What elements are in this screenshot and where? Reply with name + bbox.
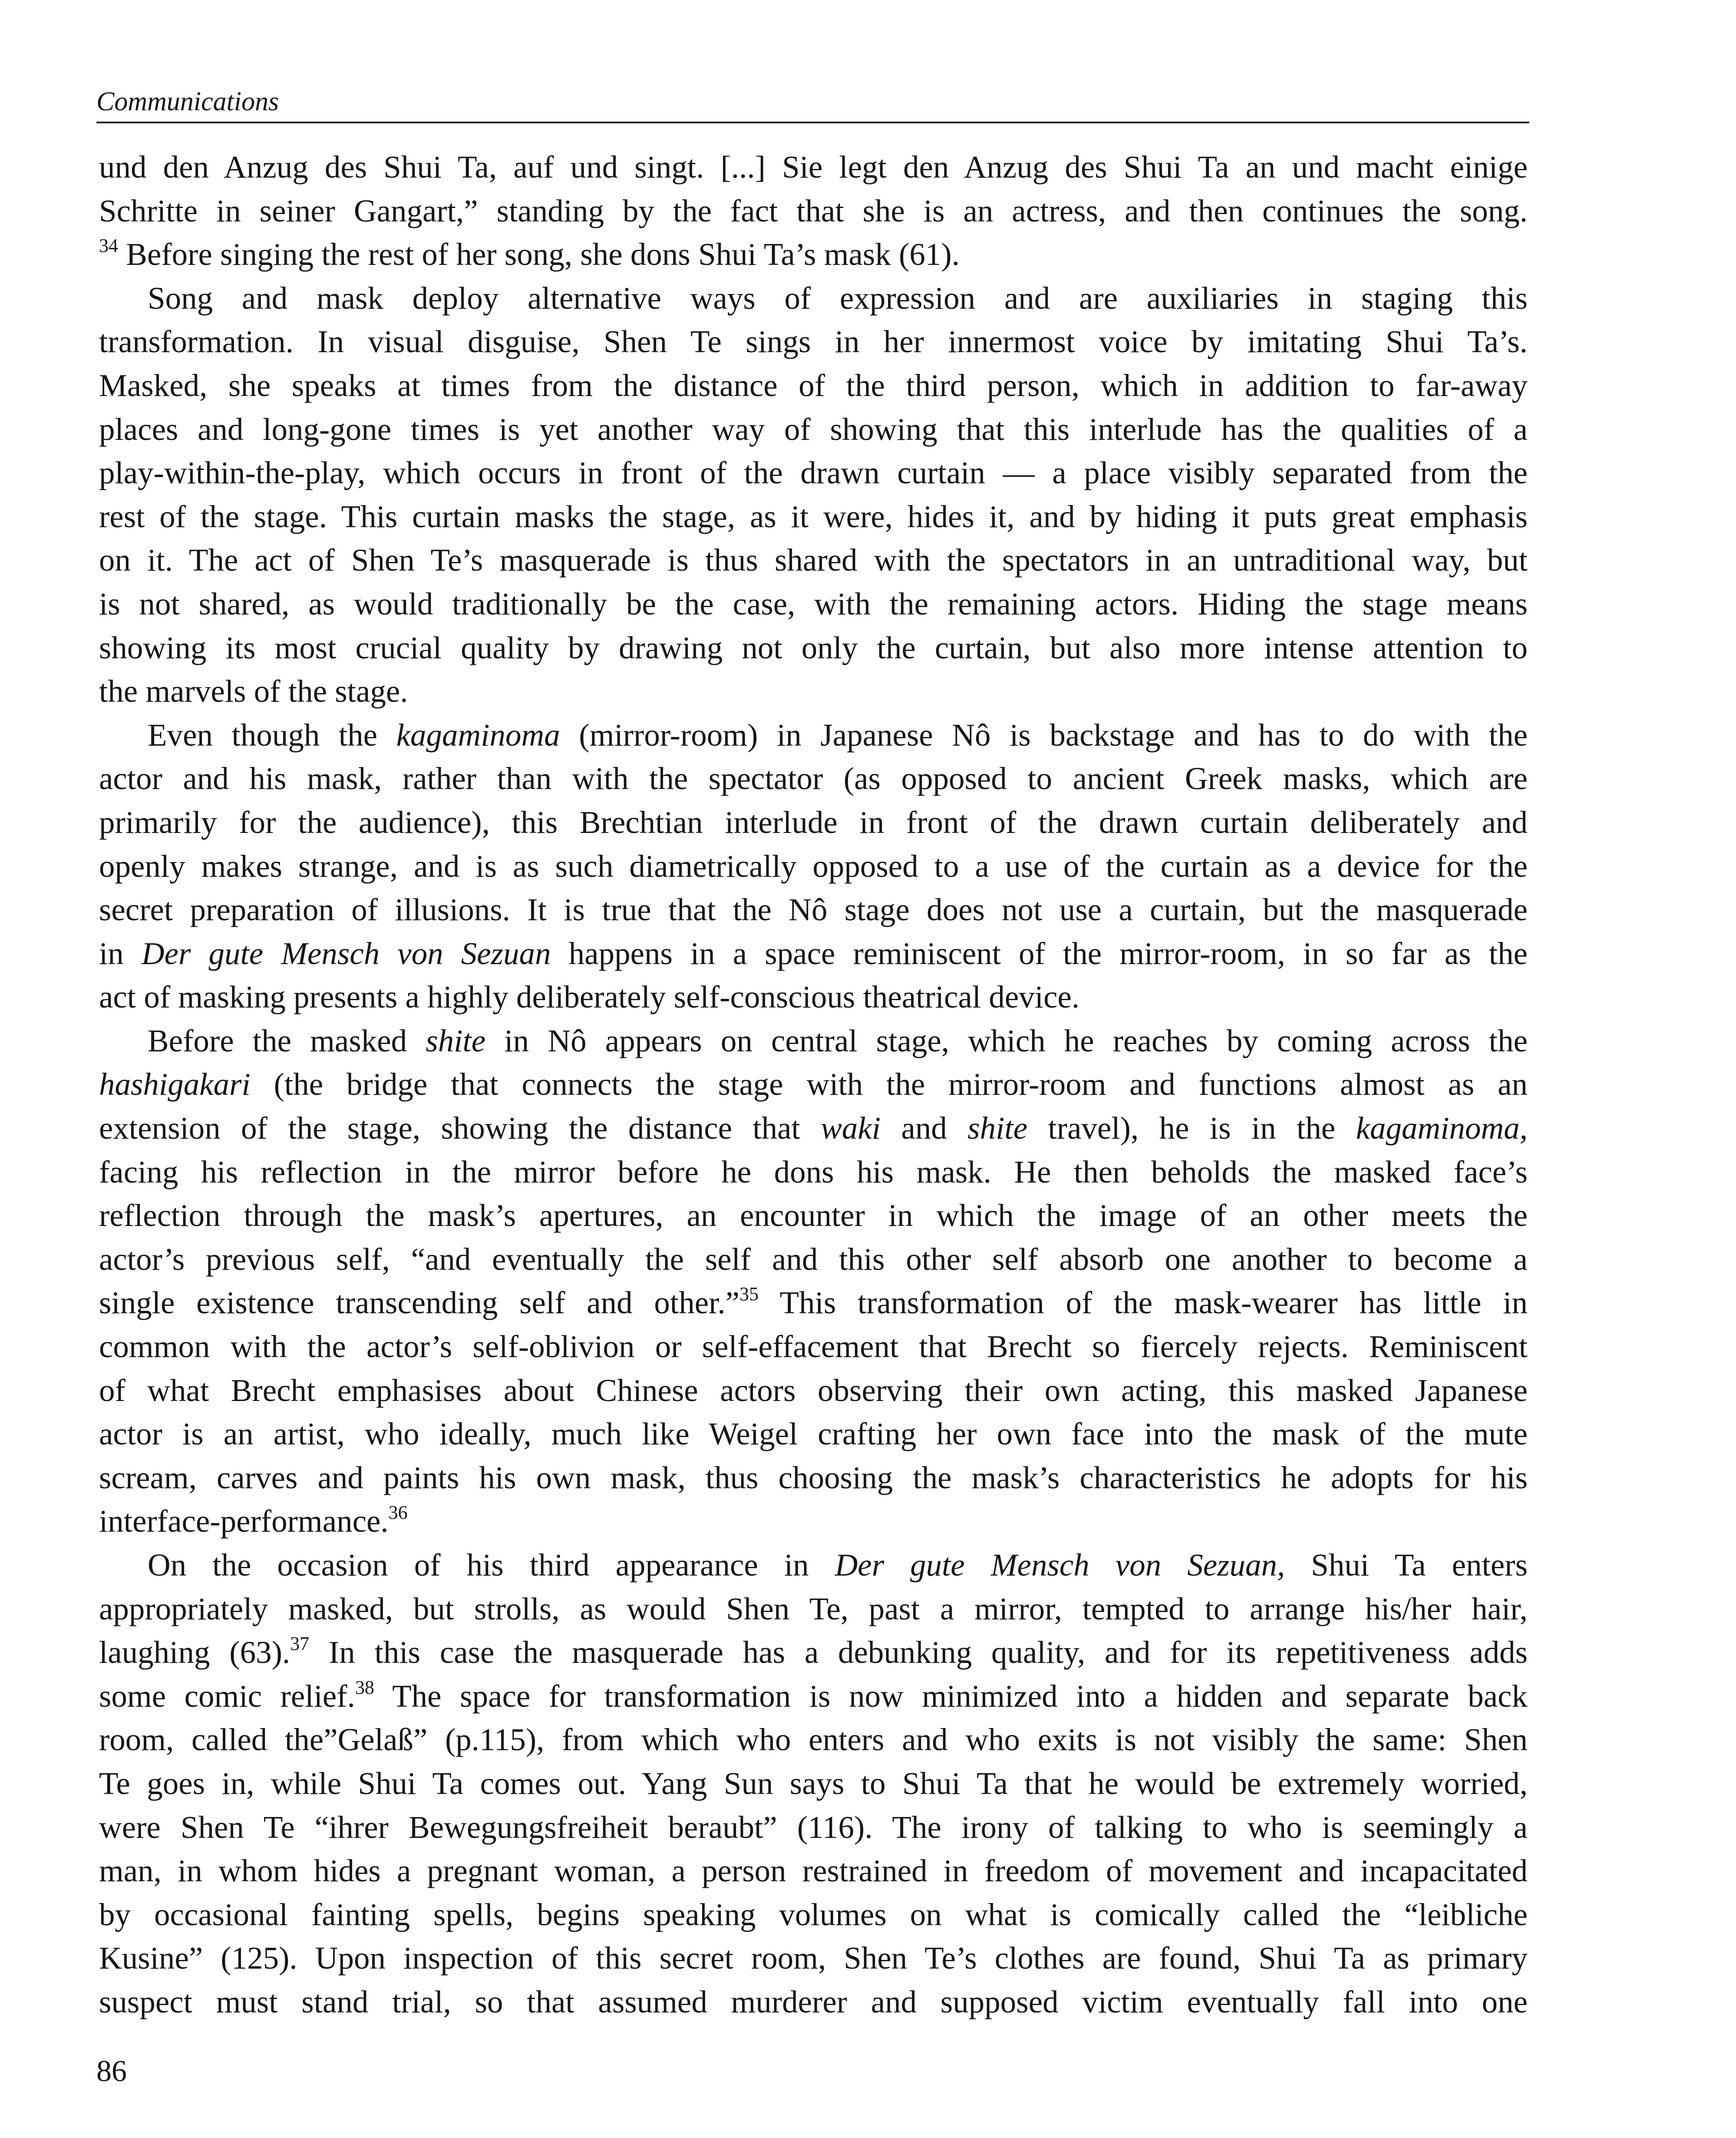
text-line: actor is an artist, who ideally, much like Weigel crafting her own face into the mask of the mute: [99, 1416, 1528, 1452]
text-line: Kusine” (125). Upon inspection of this secret room, Shen Te’s clothes are found, Shui Ta as primary: [99, 1940, 1528, 1976]
header-rule: [96, 122, 1529, 123]
text-line: in Der gute Mensch von Sezuan happens in a space reminiscent of the mirror-room, in so far as the: [99, 935, 1528, 971]
text-line: on it. The act of Shen Te’s masquerade is thus shared with the spectators in an untraditional way, but: [99, 542, 1528, 578]
text-line: secret preparation of illusions. It is true that the Nô stage does not use a curtain, but the masquerade: [99, 892, 1528, 928]
text-line: extension of the stage, showing the distance that waki and shite travel), he is in the kagaminoma,: [99, 1110, 1528, 1146]
body-text: [99, 145, 1528, 2024]
footnote-ref: 34: [99, 235, 118, 257]
text-line: Even though the kagaminoma (mirror-room) in Japanese Nô is backstage and has to do with the: [148, 717, 1528, 753]
text-line: of what Brecht emphasises about Chinese actors observing their own acting, this masked Japanese: [99, 1372, 1528, 1408]
text-line: laughing (63).$^{37}$ In this case the masquerade has a debunking quality, and for its repetitiveness adds: [99, 1633, 1528, 1670]
text-line: some comic relief.$^{38}$ The space for transformation is now minimized into a hidden and separate back: [99, 1676, 1528, 1714]
text-line: the marvels of the stage.: [99, 674, 408, 709]
footnote-ref: 35: [739, 1283, 759, 1305]
text-line: Schritte in seiner Gangart,” standing by the fact that she is an actress, and then continues the song.: [99, 193, 1528, 228]
text-line: $^{34}$ Before singing the rest of her song, she dons Shui Ta’s mask (61).: [99, 235, 960, 272]
text-line: suspect must stand trial, so that assumed murderer and supposed victim eventually fall into one: [99, 1984, 1528, 2019]
text-line: scream, carves and paints his own mask, thus choosing the mask’s characteristics he adopts for his: [99, 1460, 1528, 1495]
text-line: interface-performance.$^{36}$: [99, 1502, 408, 1539]
text-line: common with the actor’s self-oblivion or self-effacement that Brecht so fiercely rejects. Reminiscent: [99, 1329, 1528, 1365]
text-line: were Shen Te “ihrer Bewegungsfreiheit beraubt” (116). The irony of talking to who is seemingly a: [99, 1809, 1528, 1845]
text-line: und den Anzug des Shui Ta, auf und singt. [...] Sie legt den Anzug des Shui Ta an und macht einige: [99, 149, 1528, 185]
text-line: openly makes strange, and is as such diametrically opposed to a use of the curtain as a device for the: [99, 848, 1528, 884]
text-line: Song and mask deploy alternative ways of expression and are auxiliaries in staging this: [148, 280, 1528, 316]
text-line: man, in whom hides a pregnant woman, a person restrained in freedom of movement and incapacitated: [99, 1853, 1528, 1889]
running-head: Communications: [96, 87, 279, 116]
text-line: Before the masked shite in Nô appears on central stage, which he reaches by coming across the: [148, 1023, 1528, 1058]
text-line: play-within-the-play, which occurs in front of the drawn curtain — a place visibly separated from the: [99, 455, 1528, 491]
footnote-ref: 37: [290, 1633, 310, 1655]
text-line: is not shared, as would traditionally be the case, with the remaining actors. Hiding the stage means: [99, 586, 1528, 621]
text-line: On the occasion of his third appearance in Der gute Mensch von Sezuan, Shui Ta enters: [148, 1547, 1528, 1583]
text-line: facing his reflection in the mirror before he dons his mask. He then beholds the masked face’s: [99, 1154, 1528, 1190]
text-line: room, called the”Gelaß” (p.115), from which who enters and who exits is not visibly the same: Shen: [99, 1722, 1528, 1758]
page-number: 86: [96, 2055, 127, 2088]
text-line: actor’s previous self, “and eventually the self and this other self absorb one another to become a: [99, 1241, 1528, 1277]
text-line: act of masking presents a highly deliberately self-conscious theatrical device.: [99, 979, 1080, 1015]
text-line: rest of the stage. This curtain masks the stage, as it were, hides it, and by hiding it puts great emphasis: [99, 499, 1528, 534]
text-line: Te goes in, while Shui Ta comes out. Yang Sun says to Shui Ta that he would be extremely worried,: [99, 1765, 1528, 1801]
text-line: showing its most crucial quality by drawing not only the curtain, but also more intense attention to: [99, 630, 1528, 665]
text-line: hashigakari (the bridge that connects the stage with the mirror-room and functions almost as an: [99, 1067, 1528, 1102]
text-line: appropriately masked, but strolls, as would Shen Te, past a mirror, tempted to arrange his/her hair,: [99, 1591, 1528, 1626]
text-line: places and long-gone times is yet another way of showing that this interlude has the qualities of a: [99, 411, 1528, 447]
text-line: single existence transcending self and other.”$^{35}$ This transformation of the mask-wearer has little in: [99, 1283, 1528, 1321]
text-line: actor and his mask, rather than with the spectator (as opposed to ancient Greek masks, which are: [99, 761, 1528, 796]
text-line: primarily for the audience), this Brechtian interlude in front of the drawn curtain deliberately and: [99, 804, 1528, 840]
footnote-ref: 36: [388, 1502, 408, 1523]
text-line: by occasional fainting spells, begins speaking volumes on what is comically called the “leibliche: [99, 1897, 1528, 1932]
text-line: transformation. In visual disguise, Shen Te sings in her innermost voice by imitating Shui Ta’s.: [99, 324, 1528, 360]
text-line: Masked, she speaks at times from the distance of the third person, which in addition to far-away: [99, 367, 1528, 403]
text-line: reflection through the mask’s apertures, an encounter in which the image of an other meets the: [99, 1198, 1528, 1233]
footnote-ref: 38: [355, 1676, 374, 1698]
